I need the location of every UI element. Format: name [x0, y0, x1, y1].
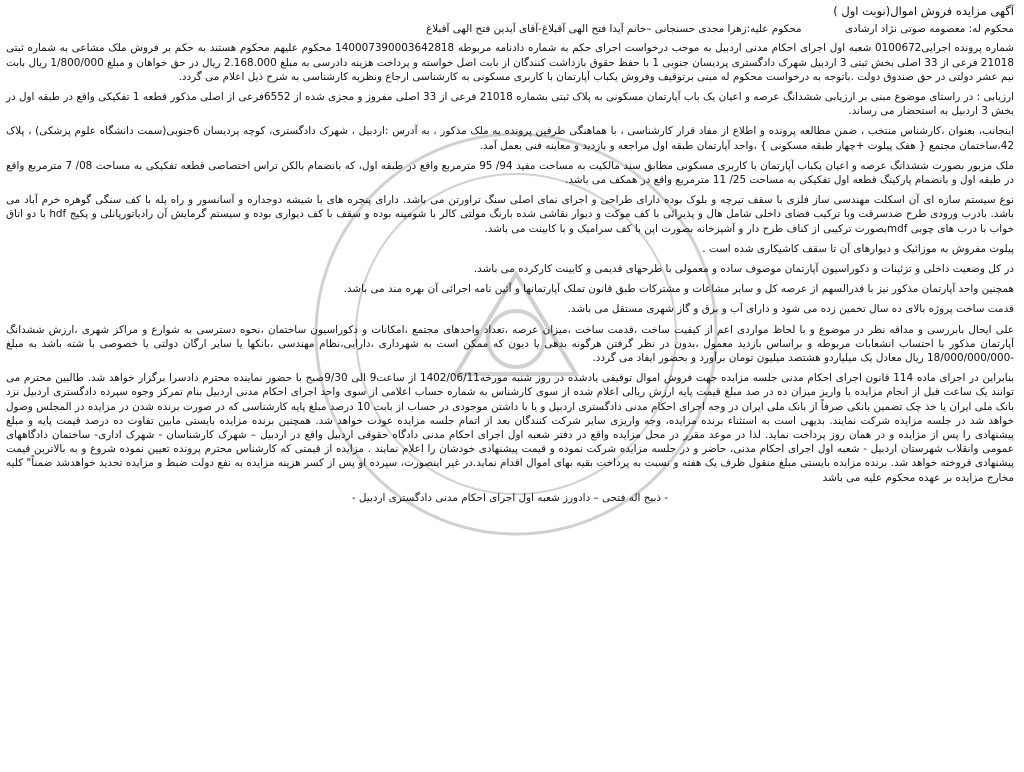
paragraph-property-area: ملک مزبور بصورت ششدانگ عرصه و اعیان یکباب آپارتمان با کاربری مسکونی مطابق سند مالکیت به مساحت مفید 94/ 95 مترمربع واقع در طبقه اول، که بانضمام بالکن تراس اختصاصی قطعه تفکیکی به مساحت 08/ 7 مترمربع واقع در طبقه اول و بانضمام پارکینگ قطعه اول تفکیکی به مساحت 25/ 11 مترمربع واقع در همکف می باشد. — [6, 159, 1015, 187]
paragraph-evaluation: ارزیابی : در راستای موضوع مبنی بر ارزیابی ششدانگ عرصه و اعیان یک باب آپارتمان مسکونی به پلاک ثبتی بشماره 21018 فرعی از 33 اصلی مفروز و مجزی شده از 6552فرعی از اصلی مذکور قطعه 1 تفکیکی واقع در طبقه اول در بخش 3 اردبیل به استحضار می رساند. — [6, 91, 1014, 118]
convict-against: محکوم علیه:زهرا مجدی حسنجانی –خانم آیدا فتح الهی آقبلاغ-آقای آیدین فتح الهی آقبلاغ — [426, 23, 802, 36]
notice-title: آگهی مزایده فروش اموال(نوبت اول ) — [833, 4, 1014, 18]
auction-notice-page — [6, 4, 1014, 768]
paragraph-case-file: شماره پرونده اجرایی0100672 شعبه اول اجرای احکام مدنی اردبیل به موجب درخواست اجرای حکم به شماره دادنامه مربوطه 140007390003642818 محکوم علیهم محکوم هستند به حکم بر فروش ملک مشاعی به شماره ثبتی 21018 فرعی از 33 اصلی بخش ثبتی 3 اردبیل شهرک دادگستری پردیسان جنوبی 1 با حفظ حقوق بازداشت کنندگان از بابت اصل خواسته و پرداخت هزینه دادرسی به مبلغ 2.168.000 ریال در حق خواهان و مبلغ 1/800/000 ریال بابت نیم عشر دولتی در حق صندوق دولت .باتوجه به درخواست محکوم له مبنی برتوقیف وفروش یکباب آپارتمان با کاربری مسکونی به کارشناسی ارجاع ونظریه کارشناسی به شرح ذیل اعلام می گردد. — [6, 42, 1014, 83]
convict-for: محکوم له: معصومه صوتی نژاد ارشادی — [844, 23, 1014, 36]
paragraph-expert-visit: اینجانب، بعنوان ،کارشناس منتخب ، ضمن مطالعه پرونده و اطلاع از مفاد قرار کارشناسی ، با هماهنگی طرفین پرونده به ملک مذکور ، به آدرس :اردبیل ، شهرک دادگستری، کوچه پردیسان 6جنوبی(سمت دانشگاه علوم پزشکی) ، پلاک 42،ساختمان مجتمع { هفک پیلوت +چهار طبقه مسکونی } ،واحد آپارتمان طبقه اول مراجعه و بازدید و معاینه فنی بعمل آمد. — [6, 125, 1014, 152]
parties-line — [6, 22, 1014, 36]
closing-signature-line: - ذبیح اله فتحی – دادورز شعبه اول اجرای احکام مدنی دادگستری اردبیل - — [351, 491, 669, 504]
paragraph-pilot: پیلوت مفروش به موزائیک و دیوارهای آن تا سقف کاشیکاری شده است . — [702, 242, 1014, 255]
paragraph-valuation: علی ایحال بابررسی و مداقه نظر در موضوع و با لحاظ مواردی اعم از کیفیت ساخت ،قدمت ساخت ،میزان عرصه ،تعداد واحدهای مجتمع ،امکانات و دکوراسیون ساختمان ،نحوه دسترسی به شوارع و مراکز شهری ،ارزش ششدانگ آپارتمان مذکور با احتساب انشعابات مربوطه و براساس بازدید معمول ،بدون در نظر گرفتن هرگونه بدهی یا دیون که ممکن است به شهرداری ،دارایی،نظام مهندسی ،بانکها یا سایر ارگان دولتی یا خصوصی با شته باشد به مبلغ -18/000/000/000 ریال معادل یک میلیاردو هشتصد میلیون تومان برآورد و بحضور ایفاد می گردد. — [6, 323, 1014, 365]
paragraph-auction-terms: بنابراین در اجرای ماده 114 قانون اجرای احکام مدنی جلسه مزایده جهت فروش اموال توقیفی یادشده در روز شنبه مورخه1402/06/11 از ساعت9 الی 9/30صبح با حضور نماینده محترم دادسرا برگزار خواهد شد. طالبین محترم می توانند یک ساعت قبل از انجام مزایده با واریز میزان ده در صد مبلغ قیمت پایه ارزش ریالی اعلام شده از سوی کارشناس به شماره حساب اعلامی از سوی واحد اجرای احکام مدنی اردبیل بنام تمرکز وجوه سپرده دادگستری اردبیل نزد بانک ملی ایران یا خذ چک تضمین بانکی صرفاً از بانک ملی ایران در وجه اجرای احکام مدنی دادگستری اردبیل و یا با داشتن موجودی در حساب از بابت 10 درصد مبلغ پایه کارشناسی که در صورت برنده شدن در مزایده در المجلس وصول خواهد شد در جلسه مزایده شرکت نمایند. بدیهی است به استثناء برنده مزایده، وجه واریزی سایر شرکت کنندگان بعد از اتمام جلسه مزایده عودت خواهد شد. همچنین برنده مزایده بایستی مابین تفاوت ده درصد قیمت پایه و مبلغ پیشنهادی را پس از مزایده و در همان روز پرداخت نماید. لذا در موعد مقرر در محل مزایده واقع در دفتر شعبه اول اجرای احکام مدنی دادگاه حقوقی اردبیل واقع در اردبیل – شهرک کارشناسان - شهرک اداری- ساختمان دادگاههای عمومی وانقلاب شهرستان اردبیل - شعبه اول اجرای احکام مدنی، حاضر و در جلسه مزایده شرکت نموده و قیمت پیشنهادی خودشان را اعلام نمایند . مزایده از قیمتی که کارشناس محترم پرونده تعیین نموده شروع و به بالاترین قیمت پیشنهادی فروخته خواهد شد. برنده مزایده بایستی مبلغ منقول ظرف یک هفته و نسبت به پرداخت بقیه بهای اموال اقدام نماید.در غیر اینصورت، سپرده او پس از کسر هزینه مزایده به نفع دولت ضبط و مزایده تجدید خواهدشد ضمناً" کلیه مخارج مزایده بر عهده محکوم علیه می باشد — [6, 372, 1014, 484]
paragraph-shares: همچنین واحد آپارتمان مذکور نیز با قدرالسهم از عرصه کل و سایر مشاعات و مشترکات طبق قانون تملک آپارتمانها و آئین نامه اجرائی آن بهره مند می باشد. — [343, 283, 1014, 296]
paragraph-structure: نوع سیستم سازه ای آن اسکلت مهندسی ساز فلزی با سقف تیرچه و بلوک بوده دارای طراحی و اجرای نمای اصلی سنگ تراورتن می باشد. دارای پنجره های با شیشه دوجداره و آسانسور و راه پله با کف سنگی گوهره خرم آباد می باشد. بادرب ورودی طرح ضدسرقت وبا ترکیب فضای داخلی شامل هال و پذیرائی با کف موکت و دیوار نقاشی شده بارنگ مولتی کالر با شومینه بوده و سقف با کف دیواری بوده و سیستم گرمایش آن رادیاتورپانلی و پکیج hdf با دو اتاق خواب با درب های چوبی mdfبصورت ترکیبی از کناف طرح دار و آشپزخانه بصورت اپن با کف سرامیک و با کابینت می باشد. — [6, 194, 1014, 235]
paragraph-age: قدمت ساخت پروژه بالای ده سال تخمین زده می شود و دارای آب و برق و گاز شهری مستقل می باشد. — [567, 303, 1014, 316]
paragraph-interior: در کل وضعیت داخلی و تزئینات و دکوراسیون آپارتمان موصوف ساده و معمولی با طرحهای قدیمی و کابینت کارکرده می باشد. — [473, 263, 1014, 276]
